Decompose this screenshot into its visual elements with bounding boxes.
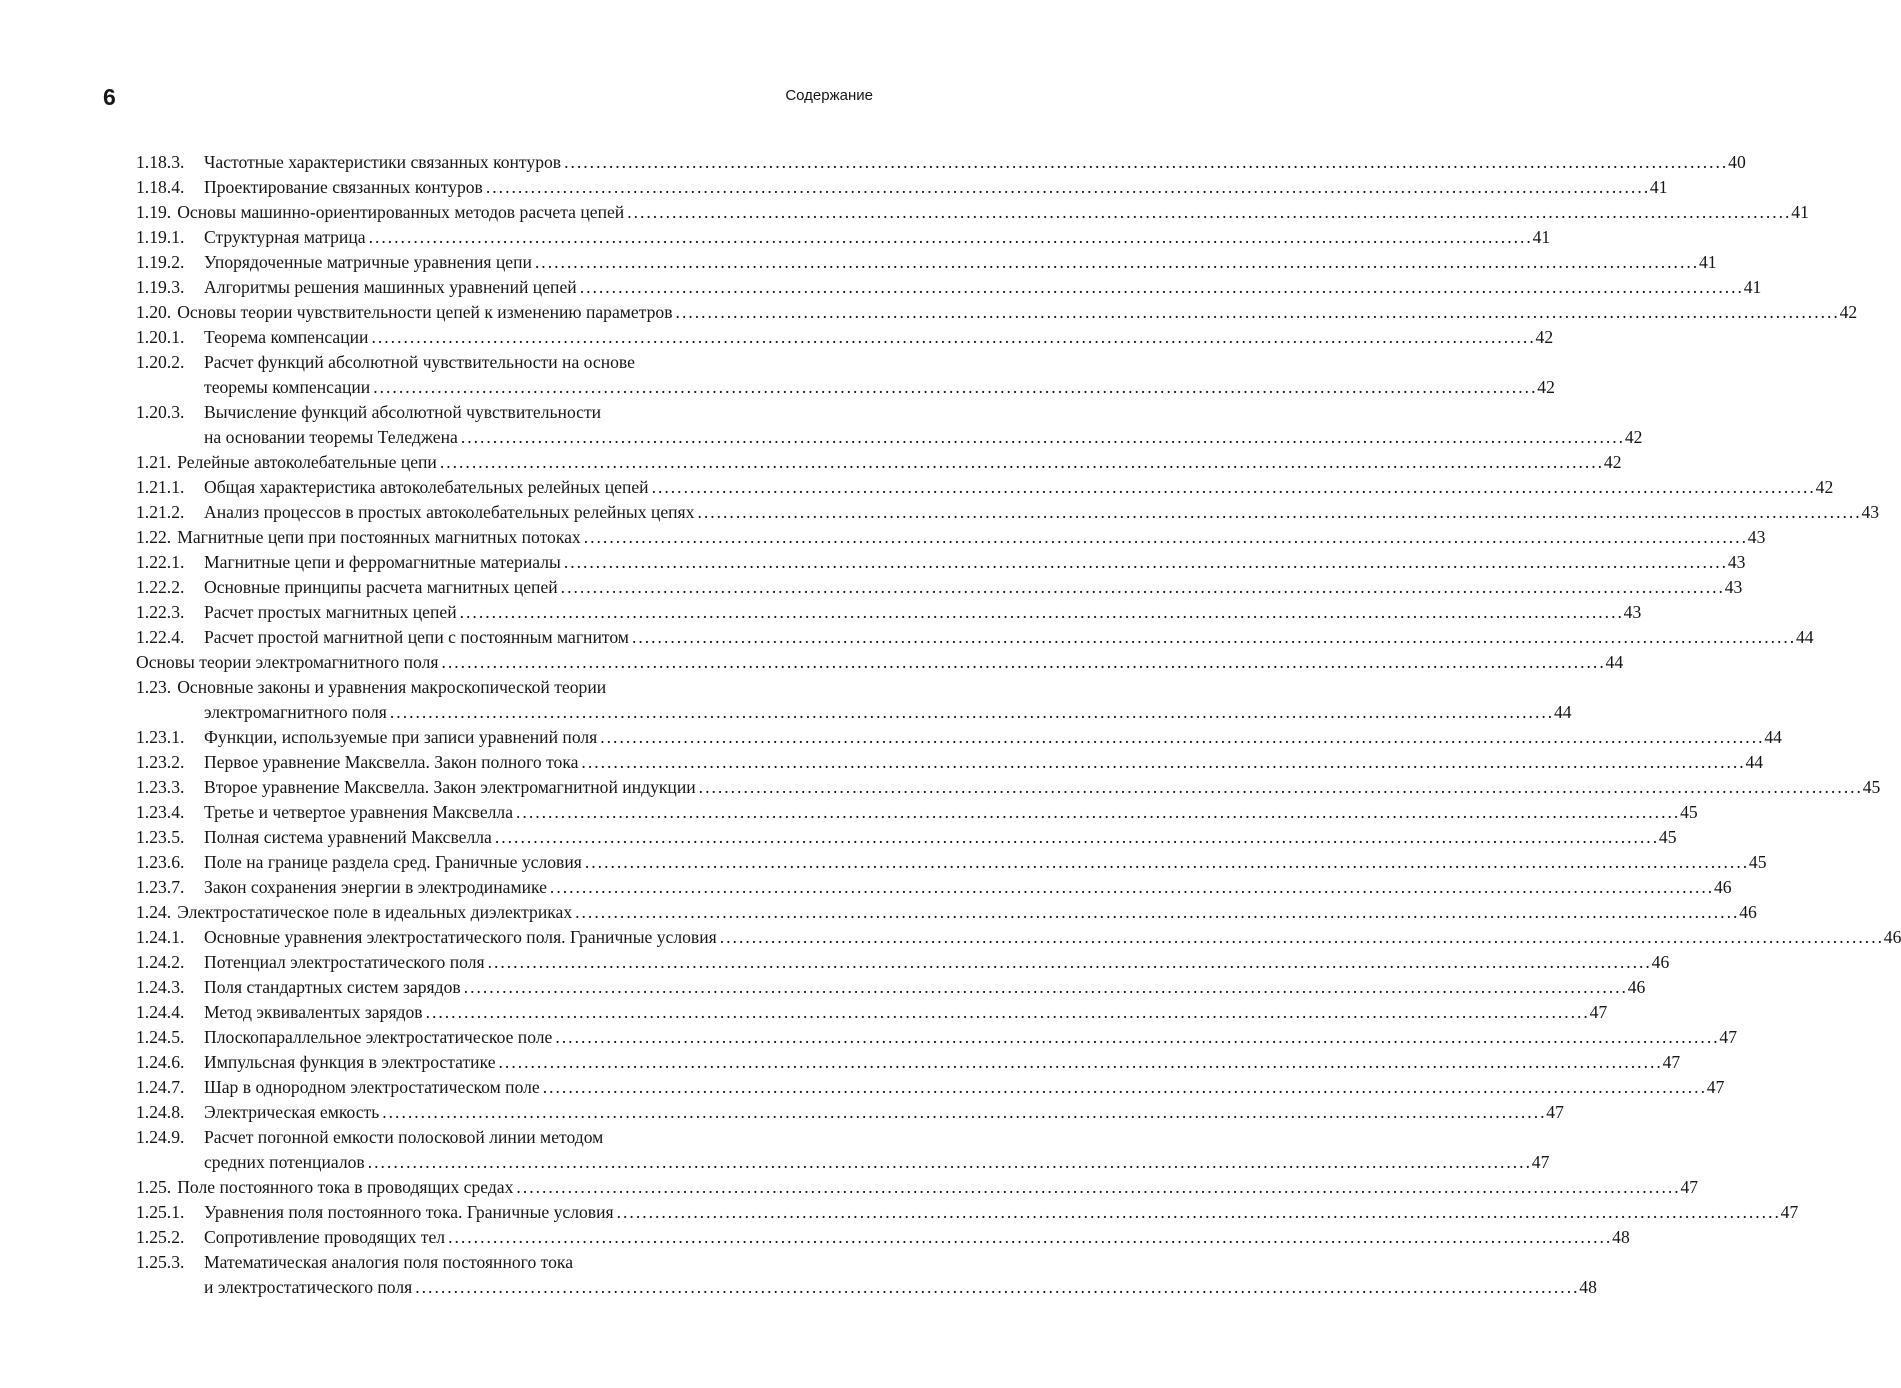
toc-leader-dots xyxy=(365,1150,1529,1175)
toc-entry xyxy=(136,1275,1597,1300)
toc-leader-dots xyxy=(483,175,1647,200)
toc-entry-page: 44 xyxy=(1553,702,1572,722)
toc-entry-number: 1.19. xyxy=(136,202,172,222)
toc-leader-dots xyxy=(379,1100,1543,1125)
toc-entry-title: Основы теории чувствительности цепей к изменению параметров xyxy=(177,302,673,322)
toc-entry-title: Основные законы и уравнения макроскопической теории xyxy=(177,677,607,697)
toc-entry-title: Основные уравнения электростатического поля. Граничные условия xyxy=(204,927,717,947)
toc-entry-title: Электростатическое поле в идеальных диэлектриках xyxy=(177,902,573,922)
toc-entry xyxy=(136,1075,1725,1100)
toc-entry-title: Расчет простой магнитной цепи с постоянным магнитом xyxy=(204,627,629,647)
table-of-contents xyxy=(136,150,1901,1300)
toc-entry-page: 46 xyxy=(1627,977,1646,997)
toc-entry-title: теоремы компенсации xyxy=(204,377,371,397)
toc-entry-title: Вычисление функций абсолютной чувствительности xyxy=(204,402,602,422)
toc-entry-number: 1.24.3. xyxy=(136,977,185,997)
toc-leader-dots xyxy=(673,300,1837,325)
toc-leader-dots xyxy=(561,550,1725,575)
toc-leader-dots xyxy=(581,525,1745,550)
toc-entry xyxy=(136,300,1858,325)
toc-leader-dots xyxy=(717,925,1881,950)
toc-entry-page: 47 xyxy=(1589,1002,1608,1022)
toc-leader-dots xyxy=(423,1000,1587,1025)
toc-leader-dots xyxy=(629,625,1793,650)
toc-entry-title: Электрическая емкость xyxy=(204,1102,380,1122)
toc-entry-number: 1.24.7. xyxy=(136,1077,185,1097)
toc-entry-title: Математическая аналогия поля постоянного тока xyxy=(204,1252,574,1272)
toc-leader-dots xyxy=(694,500,1858,525)
toc-entry-page: 47 xyxy=(1546,1102,1564,1122)
toc-entry-page: 40 xyxy=(1728,152,1746,172)
toc-leader-dots xyxy=(558,575,1722,600)
toc-entry-number: 1.23.5. xyxy=(136,827,185,847)
toc-leader-dots xyxy=(513,800,1677,825)
toc-entry-page: 46 xyxy=(1883,927,1901,947)
toc-leader-dots xyxy=(458,425,1622,450)
toc-entry-page: 41 xyxy=(1743,277,1762,297)
toc-entry-title: Анализ процессов в простых автоколебательных релейных цепях xyxy=(204,502,695,522)
toc-leader-dots xyxy=(582,850,1746,875)
toc-entry xyxy=(136,975,1646,1000)
toc-entry-number: 1.22.4. xyxy=(136,627,185,647)
toc-entry-number: 1.24.6. xyxy=(136,1052,185,1072)
toc-leader-dots xyxy=(368,325,1532,350)
toc-entry xyxy=(136,675,874,700)
toc-entry xyxy=(136,225,1551,250)
toc-entry-page: 44 xyxy=(1605,652,1624,672)
toc-entry-page: 46 xyxy=(1651,952,1670,972)
toc-entry-number: 1.19.1. xyxy=(136,227,185,247)
toc-entry-page: 48 xyxy=(1579,1277,1597,1297)
toc-leader-dots xyxy=(552,1025,1716,1050)
toc-entry-number: 1.24.1. xyxy=(136,927,185,947)
toc-entry-page: 44 xyxy=(1796,627,1814,647)
toc-entry-title: средних потенциалов xyxy=(204,1152,365,1172)
toc-leader-dots xyxy=(649,475,1813,500)
toc-entry xyxy=(136,1250,874,1275)
toc-entry-number: 1.22.1. xyxy=(136,552,185,572)
toc-entry-title: Плоскопараллельное электростатическое поле xyxy=(204,1027,553,1047)
toc-entry xyxy=(136,750,1764,775)
toc-entry-title: Уравнения поля постоянного тока. Граничные условия xyxy=(204,1202,614,1222)
toc-entry-page: 42 xyxy=(1839,302,1858,322)
toc-entry-page: 45 xyxy=(1862,777,1881,797)
toc-entry-title: Функции, используемые при записи уравнений поля xyxy=(204,727,598,747)
toc-leader-dots xyxy=(370,375,1534,400)
toc-entry xyxy=(136,1175,1699,1200)
toc-entry-page: 46 xyxy=(1713,877,1732,897)
toc-entry xyxy=(136,275,1762,300)
toc-entry xyxy=(136,1150,1550,1175)
toc-leader-dots xyxy=(461,975,1625,1000)
toc-entry-title: Частотные характеристики связанных контуров xyxy=(204,152,562,172)
toc-leader-dots xyxy=(457,600,1621,625)
toc-entry-page: 47 xyxy=(1706,1077,1725,1097)
toc-leader-dots xyxy=(532,250,1696,275)
toc-entry-title: Общая характеристика автоколебательных релейных цепей xyxy=(204,477,649,497)
toc-entry-number: 1.20. xyxy=(136,302,172,322)
toc-entry xyxy=(136,825,1677,850)
toc-entry xyxy=(136,325,1554,350)
toc-entry xyxy=(136,725,1782,750)
toc-entry-title: Проектирование связанных контуров xyxy=(204,177,483,197)
toc-leader-dots xyxy=(437,450,1601,475)
toc-entry-page: 45 xyxy=(1680,802,1698,822)
toc-entry-number: 1.24. xyxy=(136,902,172,922)
toc-entry-number: 1.23.4. xyxy=(136,802,185,822)
toc-entry-number: 1.23. xyxy=(136,677,172,697)
toc-entry xyxy=(136,450,1622,475)
toc-entry-number: 1.22.2. xyxy=(136,577,185,597)
toc-entry-title: Магнитные цепи при постоянных магнитных потоках xyxy=(177,527,581,547)
toc-entry-page: 43 xyxy=(1747,527,1766,547)
toc-entry-page: 47 xyxy=(1531,1152,1550,1172)
toc-entry xyxy=(136,500,1880,525)
toc-entry-number: 1.25.3. xyxy=(136,1252,185,1272)
toc-leader-dots xyxy=(438,650,1602,675)
toc-entry-page: 43 xyxy=(1861,502,1880,522)
toc-entry-title: Основы теории электромагнитного поля xyxy=(136,652,439,672)
toc-leader-dots xyxy=(572,900,1736,925)
toc-leader-dots xyxy=(540,1075,1704,1100)
toc-leader-dots xyxy=(513,1175,1677,1200)
toc-entry-number: 1.24.4. xyxy=(136,1002,185,1022)
toc-entry xyxy=(136,700,1572,725)
toc-entry-title: на основании теоремы Теледжена xyxy=(204,427,458,447)
toc-entry-title: Поле постоянного тока в проводящих средах xyxy=(177,1177,514,1197)
toc-entry-title: Потенциал электростатического поля xyxy=(204,952,485,972)
toc-entry-number: 1.20.3. xyxy=(136,402,185,422)
toc-entry-number: 1.23.1. xyxy=(136,727,185,747)
toc-entry xyxy=(136,775,1881,800)
toc-entry-title: и электростатического поля xyxy=(204,1277,413,1297)
toc-entry xyxy=(136,625,1814,650)
toc-entry-title: Теорема компенсации xyxy=(204,327,369,347)
toc-entry-page: 44 xyxy=(1764,727,1782,747)
toc-entry-title: Второе уравнение Максвелла. Закон электромагнитной индукции xyxy=(204,777,696,797)
toc-entry-page: 42 xyxy=(1537,377,1555,397)
toc-entry-page: 47 xyxy=(1780,1202,1799,1222)
toc-entry xyxy=(136,350,874,375)
toc-entry xyxy=(136,425,1643,450)
toc-leader-dots xyxy=(547,875,1711,900)
toc-entry-number: 1.19.2. xyxy=(136,252,185,272)
toc-entry xyxy=(136,1050,1681,1075)
toc-entry xyxy=(136,850,1767,875)
toc-entry-number: 1.23.2. xyxy=(136,752,185,772)
toc-entry xyxy=(136,150,1746,175)
toc-leader-dots xyxy=(485,950,1649,975)
toc-entry-page: 41 xyxy=(1791,202,1809,222)
toc-leader-dots xyxy=(387,700,1551,725)
toc-entry-title: Закон сохранения энергии в электродинамике xyxy=(204,877,547,897)
toc-leader-dots xyxy=(577,275,1741,300)
toc-entry-page: 42 xyxy=(1535,327,1554,347)
toc-entry-title: Релейные автоколебательные цепи xyxy=(177,452,437,472)
toc-entry-title: Импульсная функция в электростатике xyxy=(204,1052,496,1072)
toc-entry xyxy=(136,200,1809,225)
toc-entry-number: 1.24.5. xyxy=(136,1027,185,1047)
toc-entry-number: 1.22.3. xyxy=(136,602,185,622)
toc-entry xyxy=(136,1200,1799,1225)
toc-entry-page: 42 xyxy=(1624,427,1643,447)
toc-entry-number: 1.23.7. xyxy=(136,877,185,897)
toc-leader-dots xyxy=(597,725,1761,750)
toc-entry-page: 44 xyxy=(1745,752,1764,772)
toc-entry-page: 41 xyxy=(1532,227,1551,247)
toc-entry-title: Расчет простых магнитных цепей xyxy=(204,602,457,622)
toc-entry xyxy=(136,1125,874,1150)
toc-entry xyxy=(136,525,1766,550)
toc-entry-number: 1.22. xyxy=(136,527,172,547)
toc-entry xyxy=(136,950,1670,975)
toc-entry-number: 1.25. xyxy=(136,1177,172,1197)
toc-entry-number: 1.23.6. xyxy=(136,852,185,872)
toc-entry-page: 41 xyxy=(1698,252,1717,272)
toc-entry-title: Алгоритмы решения машинных уравнений цепей xyxy=(204,277,577,297)
toc-entry-number: 1.18.4. xyxy=(136,177,185,197)
running-head: Содержание xyxy=(785,87,873,104)
toc-entry xyxy=(136,475,1834,500)
toc-leader-dots xyxy=(696,775,1860,800)
toc-entry-number: 1.21. xyxy=(136,452,172,472)
toc-leader-dots xyxy=(624,200,1788,225)
toc-entry xyxy=(136,1025,1738,1050)
toc-entry-title: Расчет погонной емкости полосковой линии методом xyxy=(204,1127,604,1147)
toc-entry-page: 42 xyxy=(1603,452,1622,472)
toc-entry-page: 41 xyxy=(1649,177,1668,197)
toc-entry xyxy=(136,650,1624,675)
toc-entry-title: Третье и четвертое уравнения Максвелла xyxy=(204,802,514,822)
toc-entry xyxy=(136,875,1732,900)
toc-entry-number: 1.18.3. xyxy=(136,152,185,172)
toc-entry-number: 1.24.2. xyxy=(136,952,185,972)
toc-leader-dots xyxy=(366,225,1530,250)
toc-leader-dots xyxy=(578,750,1742,775)
toc-entry-title: Сопротивление проводящих тел xyxy=(204,1227,446,1247)
toc-entry-page: 48 xyxy=(1612,1227,1630,1247)
toc-entry-page: 45 xyxy=(1658,827,1677,847)
toc-entry xyxy=(136,1000,1608,1025)
toc-entry-number: 1.21.1. xyxy=(136,477,185,497)
toc-entry xyxy=(136,250,1717,275)
toc-entry-page: 43 xyxy=(1623,602,1642,622)
toc-entry-page: 45 xyxy=(1748,852,1767,872)
toc-entry-page: 47 xyxy=(1662,1052,1681,1072)
toc-entry-page: 42 xyxy=(1815,477,1834,497)
toc-entry-number: 1.23.3. xyxy=(136,777,185,797)
toc-leader-dots xyxy=(496,1050,1660,1075)
toc-leader-dots xyxy=(445,1225,1609,1250)
toc-entry-number: 1.20.2. xyxy=(136,352,185,372)
toc-entry-page: 43 xyxy=(1724,577,1743,597)
toc-entry-title: Первое уравнение Максвелла. Закон полного тока xyxy=(204,752,579,772)
toc-entry-title: Поля стандартных систем зарядов xyxy=(204,977,461,997)
toc-entry xyxy=(136,400,874,425)
toc-entry xyxy=(136,925,1901,950)
toc-entry-title: Магнитные цепи и ферромагнитные материалы xyxy=(204,552,561,572)
toc-entry-page: 46 xyxy=(1739,902,1757,922)
toc-leader-dots xyxy=(614,1200,1778,1225)
toc-entry-page: 47 xyxy=(1680,1177,1699,1197)
toc-entry xyxy=(136,600,1642,625)
toc-entry-title: Основы машинно-ориентированных методов расчета цепей xyxy=(177,202,625,222)
toc-leader-dots xyxy=(412,1275,1576,1300)
toc-entry-number: 1.24.9. xyxy=(136,1127,185,1147)
toc-entry-number: 1.24.8. xyxy=(136,1102,185,1122)
toc-entry-title: Расчет функций абсолютной чувствительности на основе xyxy=(204,352,635,372)
toc-entry-title: электромагнитного поля xyxy=(204,702,387,722)
toc-entry-number: 1.25.1. xyxy=(136,1202,185,1222)
toc-entry xyxy=(136,1100,1564,1125)
toc-entry-title: Метод эквивалентых зарядов xyxy=(204,1002,423,1022)
toc-leader-dots xyxy=(492,825,1656,850)
toc-entry-page: 47 xyxy=(1719,1027,1738,1047)
toc-entry xyxy=(136,375,1555,400)
toc-entry xyxy=(136,800,1698,825)
toc-leader-dots xyxy=(561,150,1725,175)
toc-entry-number: 1.21.2. xyxy=(136,502,185,522)
toc-entry-title: Структурная матрица xyxy=(204,227,366,247)
toc-entry-title: Шар в однородном электростатическом поле xyxy=(204,1077,540,1097)
toc-entry-page: 43 xyxy=(1727,552,1746,572)
toc-entry xyxy=(136,575,1743,600)
toc-entry-title: Полная система уравнений Максвелла xyxy=(204,827,492,847)
toc-entry-number: 1.20.1. xyxy=(136,327,185,347)
toc-entry xyxy=(136,175,1668,200)
toc-entry-title: Упорядоченные матричные уравнения цепи xyxy=(204,252,532,272)
toc-entry-title: Поле на границе раздела сред. Граничные условия xyxy=(204,852,582,872)
toc-entry xyxy=(136,900,1757,925)
toc-entry xyxy=(136,550,1746,575)
toc-entry xyxy=(136,1225,1630,1250)
page-number: 6 xyxy=(103,84,116,110)
toc-entry-number: 1.25.2. xyxy=(136,1227,185,1247)
toc-entry-number: 1.19.3. xyxy=(136,277,185,297)
toc-entry-title: Основные принципы расчета магнитных цепей xyxy=(204,577,558,597)
